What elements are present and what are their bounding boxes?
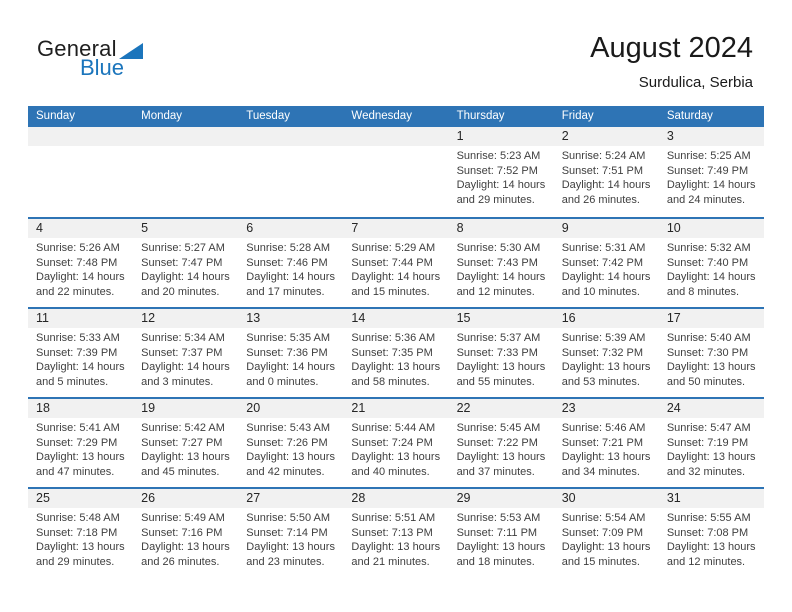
detail-line: and 26 minutes. [561, 193, 640, 206]
day-cell-23 [554, 399, 659, 487]
detail-line: Daylight: 13 hours [351, 541, 441, 553]
detail-line: and 15 minutes. [351, 285, 430, 298]
day-cell-4 [28, 219, 133, 307]
day-details [28, 238, 133, 299]
detail-line: Sunrise: 5:41 AM [36, 422, 120, 434]
detail-line: Daylight: 13 hours [561, 451, 651, 463]
day-details [238, 146, 343, 149]
detail-line: Daylight: 13 hours [351, 451, 441, 463]
weekday-header-sunday: Sunday [36, 110, 76, 122]
detail-line: Sunset: 7:35 PM [351, 346, 433, 359]
day-details [449, 508, 554, 569]
weekday-header-row [28, 106, 764, 127]
day-cell-7 [343, 219, 448, 307]
detail-line: Sunrise: 5:28 AM [246, 242, 331, 254]
detail-line: Sunset: 7:16 PM [141, 526, 223, 539]
day-cell-25 [28, 489, 133, 577]
detail-line: and 8 minutes. [666, 285, 739, 298]
detail-line: Sunrise: 5:35 AM [246, 332, 331, 344]
day-cell-13 [238, 309, 343, 397]
detail-line: and 10 minutes. [561, 285, 640, 298]
day-number: 16 [554, 309, 659, 328]
detail-line: Sunrise: 5:31 AM [561, 242, 646, 254]
detail-line: Daylight: 14 hours [36, 271, 125, 283]
weekday-header-thursday: Thursday [456, 110, 505, 122]
detail-line: and 5 minutes. [36, 375, 109, 388]
day-details [238, 238, 343, 299]
day-number: 20 [238, 399, 343, 418]
detail-line: Daylight: 14 hours [246, 271, 335, 283]
detail-line: Daylight: 14 hours [561, 271, 651, 283]
detail-line: Sunrise: 5:39 AM [561, 332, 646, 344]
detail-line: Sunrise: 5:27 AM [141, 242, 225, 254]
detail-line: Daylight: 14 hours [141, 361, 230, 373]
day-number: 11 [28, 309, 133, 328]
weekday-header-monday: Monday [141, 110, 183, 122]
day-details [28, 146, 133, 149]
week-row-4 [28, 397, 764, 487]
day-details [343, 418, 448, 479]
detail-line: and 34 minutes. [561, 465, 640, 478]
logo-text-general: General [37, 36, 117, 61]
day-details [554, 238, 659, 299]
week-row-1 [28, 127, 764, 217]
detail-line: and 42 minutes. [246, 465, 325, 478]
day-number-empty [343, 127, 448, 146]
day-number: 23 [554, 399, 659, 418]
day-number: 10 [659, 219, 764, 238]
detail-line: Daylight: 14 hours [246, 361, 335, 373]
detail-line: and 3 minutes. [141, 375, 214, 388]
day-number-empty [238, 127, 343, 146]
detail-line: Daylight: 13 hours [561, 361, 651, 373]
detail-line: Sunrise: 5:55 AM [666, 512, 751, 524]
day-cell-16 [554, 309, 659, 397]
detail-line: Sunrise: 5:32 AM [666, 242, 751, 254]
day-number: 15 [449, 309, 554, 328]
detail-line: Sunset: 7:51 PM [561, 164, 644, 177]
day-cell-11 [28, 309, 133, 397]
detail-line: and 15 minutes. [561, 555, 640, 568]
detail-line: Daylight: 14 hours [666, 271, 756, 283]
day-details [133, 418, 238, 479]
day-number: 7 [343, 219, 448, 238]
detail-line: Sunrise: 5:51 AM [351, 512, 436, 524]
day-cell-empty [28, 127, 133, 217]
detail-line: Sunset: 7:24 PM [351, 436, 433, 449]
detail-line: and 53 minutes. [561, 375, 640, 388]
day-details [554, 146, 659, 207]
detail-line: and 26 minutes. [141, 555, 220, 568]
day-cell-24 [659, 399, 764, 487]
weekday-header-friday: Friday [561, 110, 594, 122]
day-cell-19 [133, 399, 238, 487]
detail-line: Sunrise: 5:45 AM [456, 422, 541, 434]
weekday-header-tuesday: Tuesday [246, 110, 290, 122]
day-cell-14 [343, 309, 448, 397]
detail-line: and 58 minutes. [351, 375, 430, 388]
day-cell-31 [659, 489, 764, 577]
detail-line: and 50 minutes. [666, 375, 746, 388]
day-cell-17 [659, 309, 764, 397]
day-number: 13 [238, 309, 343, 328]
detail-line: Sunrise: 5:26 AM [36, 242, 120, 254]
calendar-body [28, 127, 764, 577]
detail-line: Daylight: 14 hours [456, 271, 546, 283]
detail-line: Daylight: 13 hours [456, 451, 546, 463]
day-details [554, 328, 659, 389]
detail-line: Daylight: 13 hours [456, 361, 546, 373]
detail-line: Sunset: 7:46 PM [246, 256, 328, 269]
day-cell-20 [238, 399, 343, 487]
detail-line: Daylight: 14 hours [351, 271, 441, 283]
detail-line: Daylight: 14 hours [36, 361, 125, 373]
day-number: 2 [554, 127, 659, 146]
day-details [238, 508, 343, 569]
day-number: 1 [449, 127, 554, 146]
day-number: 6 [238, 219, 343, 238]
detail-line: and 24 minutes. [666, 193, 746, 206]
day-cell-21 [343, 399, 448, 487]
day-number: 29 [449, 489, 554, 508]
day-details [343, 146, 448, 149]
day-details [28, 418, 133, 479]
day-details [133, 508, 238, 569]
calendar [28, 106, 764, 577]
day-details [133, 146, 238, 149]
day-number: 30 [554, 489, 659, 508]
day-details [28, 508, 133, 569]
day-details [659, 418, 764, 479]
detail-line: and 47 minutes. [36, 465, 115, 478]
day-details [343, 508, 448, 569]
detail-line: Sunset: 7:47 PM [141, 256, 223, 269]
detail-line: Daylight: 13 hours [36, 541, 125, 553]
detail-line: Sunset: 7:44 PM [351, 256, 433, 269]
day-number: 18 [28, 399, 133, 418]
day-cell-6 [238, 219, 343, 307]
detail-line: and 18 minutes. [456, 555, 535, 568]
day-number: 3 [659, 127, 764, 146]
detail-line: Daylight: 13 hours [141, 541, 230, 553]
day-details [449, 418, 554, 479]
logo-text-blue: Blue [80, 55, 125, 80]
detail-line: and 22 minutes. [36, 285, 115, 298]
detail-line: Sunrise: 5:25 AM [666, 150, 751, 162]
detail-line: Sunset: 7:52 PM [456, 164, 538, 177]
detail-line: and 21 minutes. [351, 555, 430, 568]
day-number-empty [28, 127, 133, 146]
detail-line: Sunset: 7:49 PM [666, 164, 749, 177]
detail-line: and 32 minutes. [666, 465, 746, 478]
day-number: 26 [133, 489, 238, 508]
day-details [28, 328, 133, 389]
detail-line: Sunset: 7:26 PM [246, 436, 328, 449]
detail-line: Sunset: 7:22 PM [456, 436, 538, 449]
detail-line: Sunrise: 5:48 AM [36, 512, 120, 524]
title-block [590, 32, 753, 91]
detail-line: Sunset: 7:08 PM [666, 526, 749, 539]
detail-line: Sunset: 7:48 PM [36, 256, 118, 269]
detail-line: Sunrise: 5:34 AM [141, 332, 225, 344]
day-cell-10 [659, 219, 764, 307]
detail-line: and 37 minutes. [456, 465, 535, 478]
weekday-header-wednesday: Wednesday [351, 110, 412, 122]
day-cell-22 [449, 399, 554, 487]
detail-line: Sunrise: 5:46 AM [561, 422, 646, 434]
day-number: 4 [28, 219, 133, 238]
detail-line: Sunset: 7:32 PM [561, 346, 644, 359]
detail-line: Daylight: 13 hours [456, 541, 546, 553]
day-cell-9 [554, 219, 659, 307]
day-cell-12 [133, 309, 238, 397]
day-details [238, 328, 343, 389]
detail-line: and 45 minutes. [141, 465, 220, 478]
detail-line: Sunrise: 5:23 AM [456, 150, 541, 162]
detail-line: and 23 minutes. [246, 555, 325, 568]
day-cell-8 [449, 219, 554, 307]
detail-line: Sunset: 7:11 PM [456, 526, 538, 539]
detail-line: Sunset: 7:43 PM [456, 256, 538, 269]
day-cell-3 [659, 127, 764, 217]
day-number-empty [133, 127, 238, 146]
day-details [449, 238, 554, 299]
detail-line: Sunrise: 5:30 AM [456, 242, 541, 254]
day-number: 12 [133, 309, 238, 328]
day-number: 8 [449, 219, 554, 238]
detail-line: Daylight: 13 hours [666, 451, 756, 463]
detail-line: Daylight: 13 hours [666, 541, 756, 553]
day-number: 5 [133, 219, 238, 238]
day-cell-18 [28, 399, 133, 487]
week-row-5 [28, 487, 764, 577]
detail-line: and 40 minutes. [351, 465, 430, 478]
detail-line: Sunrise: 5:44 AM [351, 422, 436, 434]
day-number: 31 [659, 489, 764, 508]
day-number: 21 [343, 399, 448, 418]
detail-line: Sunrise: 5:37 AM [456, 332, 541, 344]
day-number: 24 [659, 399, 764, 418]
detail-line: Sunrise: 5:33 AM [36, 332, 120, 344]
detail-line: Daylight: 14 hours [141, 271, 230, 283]
weekday-header-saturday: Saturday [666, 110, 713, 122]
day-cell-26 [133, 489, 238, 577]
day-details [343, 328, 448, 389]
detail-line: and 29 minutes. [36, 555, 115, 568]
detail-line: Daylight: 14 hours [456, 179, 546, 191]
day-details [659, 238, 764, 299]
day-cell-28 [343, 489, 448, 577]
detail-line: Daylight: 13 hours [666, 361, 756, 373]
day-details [659, 508, 764, 569]
detail-line: Sunrise: 5:42 AM [141, 422, 225, 434]
detail-line: and 29 minutes. [456, 193, 535, 206]
detail-line: and 17 minutes. [246, 285, 325, 298]
week-row-2 [28, 217, 764, 307]
detail-line: Sunrise: 5:36 AM [351, 332, 436, 344]
day-details [659, 328, 764, 389]
detail-line: Sunset: 7:40 PM [666, 256, 749, 269]
day-details [343, 238, 448, 299]
day-number: 14 [343, 309, 448, 328]
day-details [554, 418, 659, 479]
day-details [449, 328, 554, 389]
day-number: 22 [449, 399, 554, 418]
detail-line: Daylight: 13 hours [561, 541, 651, 553]
detail-line: Sunset: 7:33 PM [456, 346, 538, 359]
detail-line: Sunset: 7:13 PM [351, 526, 433, 539]
detail-line: Daylight: 14 hours [666, 179, 756, 191]
detail-line: Sunrise: 5:43 AM [246, 422, 331, 434]
detail-line: Daylight: 13 hours [246, 451, 335, 463]
day-details [133, 328, 238, 389]
detail-line: and 0 minutes. [246, 375, 319, 388]
day-number: 17 [659, 309, 764, 328]
detail-line: Sunset: 7:09 PM [561, 526, 644, 539]
day-number: 25 [28, 489, 133, 508]
detail-line: Sunset: 7:14 PM [246, 526, 328, 539]
detail-line: Sunset: 7:37 PM [141, 346, 223, 359]
detail-line: Sunrise: 5:54 AM [561, 512, 646, 524]
detail-line: and 20 minutes. [141, 285, 220, 298]
page-subtitle: Surdulica, Serbia [638, 74, 753, 92]
detail-line: Sunset: 7:21 PM [561, 436, 644, 449]
day-details [238, 418, 343, 479]
day-number: 9 [554, 219, 659, 238]
day-details [659, 146, 764, 207]
day-cell-2 [554, 127, 659, 217]
detail-line: Sunrise: 5:53 AM [456, 512, 541, 524]
day-cell-empty [133, 127, 238, 217]
day-number: 27 [238, 489, 343, 508]
detail-line: Sunset: 7:42 PM [561, 256, 644, 269]
detail-line: Sunset: 7:39 PM [36, 346, 118, 359]
detail-line: Sunset: 7:30 PM [666, 346, 749, 359]
detail-line: Sunset: 7:19 PM [666, 436, 749, 449]
detail-line: Sunset: 7:36 PM [246, 346, 328, 359]
detail-line: and 12 minutes. [456, 285, 535, 298]
day-cell-15 [449, 309, 554, 397]
page-title: August 2024 [590, 32, 753, 64]
day-cell-29 [449, 489, 554, 577]
detail-line: Sunrise: 5:47 AM [666, 422, 751, 434]
logo [37, 38, 143, 79]
detail-line: Sunrise: 5:40 AM [666, 332, 751, 344]
detail-line: Daylight: 13 hours [36, 451, 125, 463]
day-cell-27 [238, 489, 343, 577]
detail-line: Daylight: 13 hours [141, 451, 230, 463]
detail-line: Daylight: 13 hours [351, 361, 441, 373]
day-cell-empty [238, 127, 343, 217]
day-cell-5 [133, 219, 238, 307]
detail-line: and 55 minutes. [456, 375, 535, 388]
week-row-3 [28, 307, 764, 397]
day-cell-empty [343, 127, 448, 217]
day-details [554, 508, 659, 569]
day-number: 19 [133, 399, 238, 418]
day-cell-1 [449, 127, 554, 217]
day-number: 28 [343, 489, 448, 508]
detail-line: Sunset: 7:29 PM [36, 436, 118, 449]
detail-line: Sunrise: 5:29 AM [351, 242, 436, 254]
detail-line: Sunrise: 5:49 AM [141, 512, 225, 524]
day-cell-30 [554, 489, 659, 577]
detail-line: Daylight: 14 hours [561, 179, 651, 191]
day-details [133, 238, 238, 299]
day-details [449, 146, 554, 207]
detail-line: Sunrise: 5:24 AM [561, 150, 646, 162]
detail-line: Sunrise: 5:50 AM [246, 512, 331, 524]
detail-line: Sunset: 7:27 PM [141, 436, 223, 449]
detail-line: and 12 minutes. [666, 555, 746, 568]
detail-line: Sunset: 7:18 PM [36, 526, 118, 539]
detail-line: Daylight: 13 hours [246, 541, 335, 553]
